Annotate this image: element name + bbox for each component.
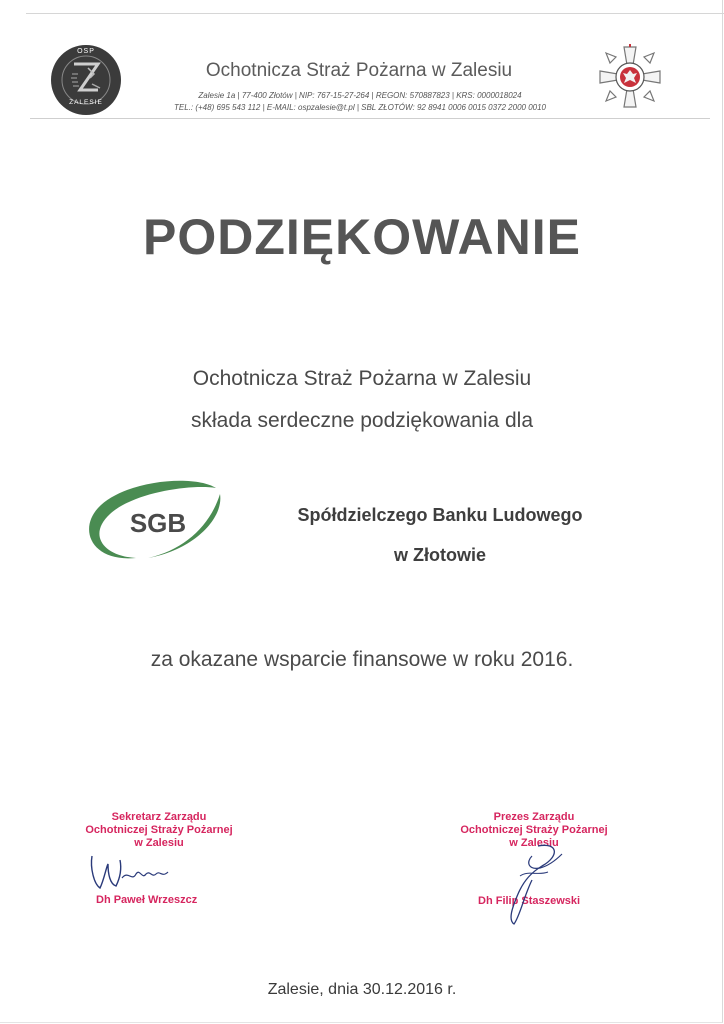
fire-brigade-cross-logo [596,43,664,111]
president-role-2: Ochotniczej Straży Pożarnej [460,824,608,836]
sgb-logo-text: SGB [129,508,187,538]
body-line-3: za okazane wsparcie finansowe w roku 2016. [150,648,574,671]
secretary-name: Dh Paweł Wrzeszcz [96,894,198,906]
handwritten-signature-secretary [86,848,176,894]
signature-block-secretary [44,811,274,850]
osp-logo-bottom-text: ZALESIE [69,99,103,106]
president-role-1: Prezes Zarządu [493,811,575,823]
details-line-1: Zalesie 1a | 77-400 Złotów | NIP: 767-15-27-264 | REGON: 570887823 | KRS: 0000018024 [198,91,522,100]
secretary-role-1: Sekretarz Zarządu [111,811,207,823]
bank-name-line-1: Spółdzielczego Banku Ludowego [297,505,583,525]
secretary-role-2: Ochotniczej Straży Pożarnej [85,824,233,836]
letterhead-details [110,90,610,114]
body-line-1: Ochotnicza Straż Pożarna w Zalesiu [192,367,532,390]
scan-top-edge [26,13,724,14]
president-role-3: w Zalesiu [509,837,559,849]
letterhead-divider [30,118,710,119]
handwritten-signature-president [498,836,570,928]
body-line-2: składa serdeczne podziękowania dla [190,409,534,432]
place-and-date: Zalesie, dnia 30.12.2016 r. [267,981,457,998]
osp-logo-top-text: OSP [77,48,95,55]
fire-cross-icon [596,43,664,111]
document-title: PODZIĘKOWANIE [142,209,582,265]
bank-name-line-2: w Złotowie [394,545,486,565]
letterhead-org-name: Ochotnicza Straż Pożarna w Zalesiu [205,60,513,81]
president-name: Dh Filip Staszewski [478,895,581,907]
secretary-role-3: w Zalesiu [134,837,184,849]
details-line-2: TEL.: (+48) 695 543 112 | E-MAIL: ospzalesie@t.pl | SBL ZŁOTÓW: 92 8941 0006 0015 0372 2000 0010 [174,103,546,112]
